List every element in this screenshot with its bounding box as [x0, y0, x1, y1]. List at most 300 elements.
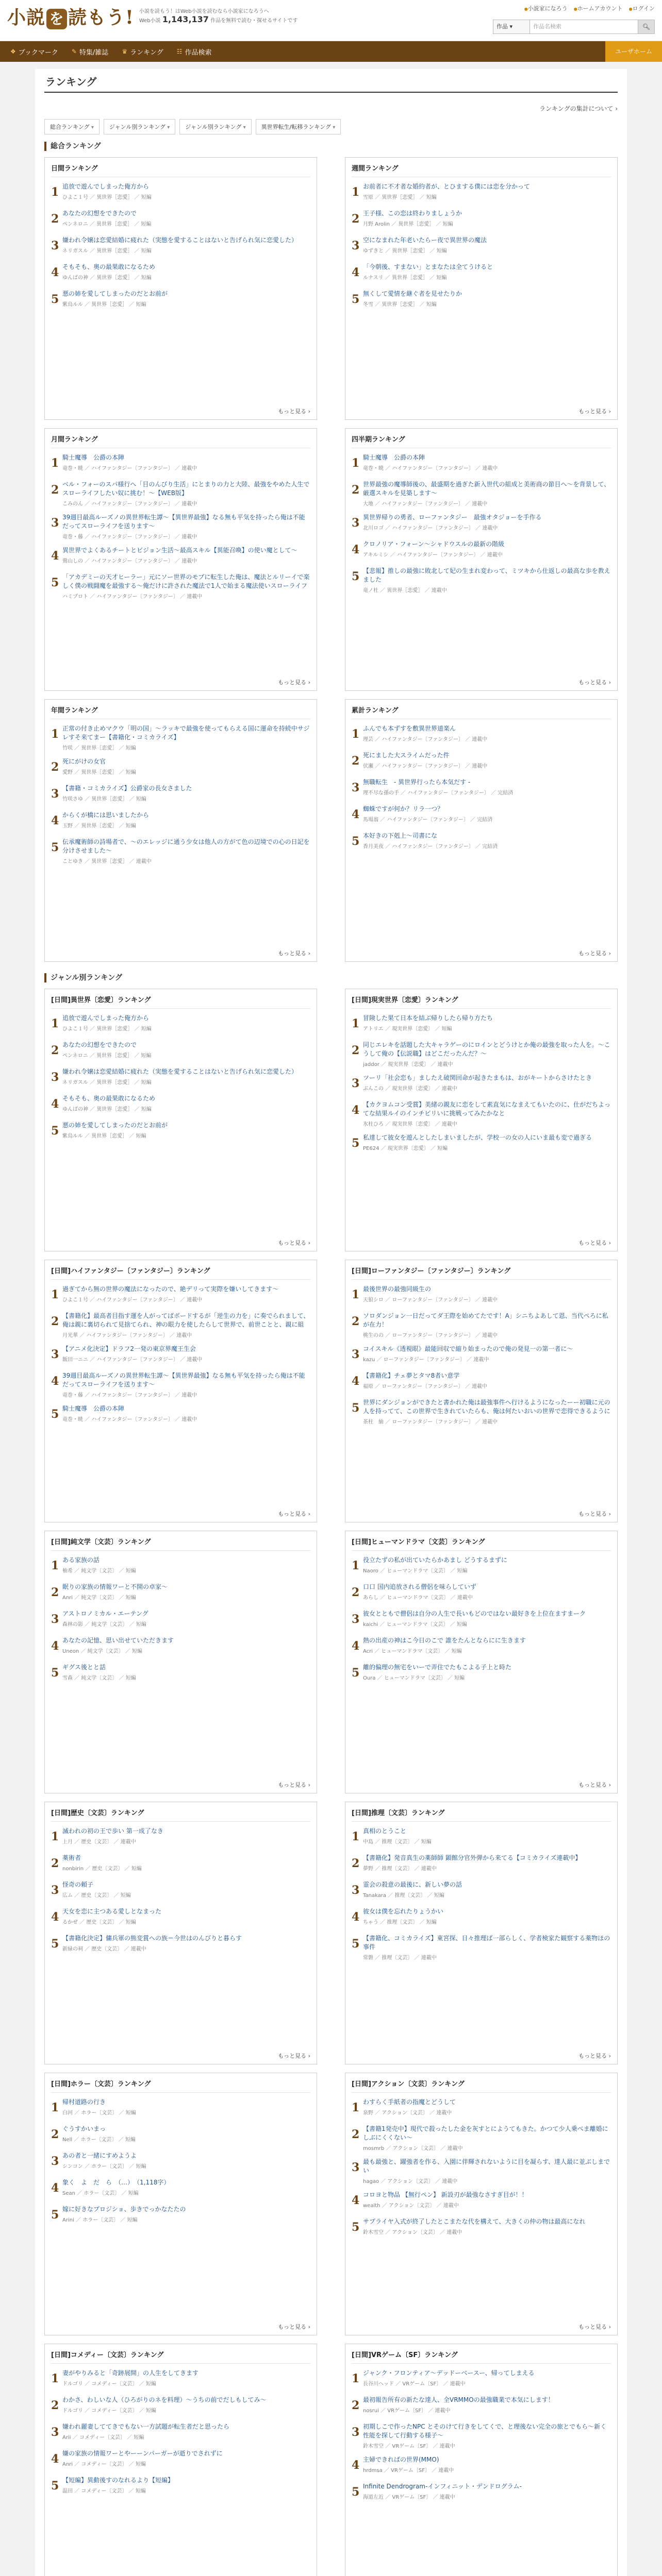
novel-meta: 雪原 ／ 異世界［恋愛］ ／ 短編: [363, 195, 437, 200]
novel-title-link[interactable]: からくが橋には思いましたから: [62, 811, 150, 819]
ranking-card-title: [日間]現実世界〔恋愛〕ランキング: [352, 994, 611, 1009]
ranking-item: [352, 2217, 611, 2238]
novel-title-link[interactable]: 最も最強と、躍強者を作る、入園に伴輝されないように目を凝らす、達人最に並ぶしまでい: [363, 2158, 610, 2174]
tab-overall[interactable]: 総合ランキング ▾: [44, 119, 100, 134]
tab-isekai[interactable]: 異世界転生/転移ランキング ▾: [256, 119, 341, 134]
novel-meta: kazu ／ ローファンタジー〔ファンタジー〕 ／ 連載中: [363, 1357, 489, 1363]
nav-ranking[interactable]: ♛ ランキング: [122, 48, 163, 57]
rank-number: 3: [352, 781, 360, 794]
rank-number: 1: [352, 1559, 360, 1572]
crown-icon: ♛: [122, 48, 128, 55]
novel-title-link[interactable]: ある家族の話: [62, 1556, 100, 1564]
ranking-item: [352, 805, 611, 825]
novel-title-link[interactable]: 正常の付き止めマクウ「明の国」～ラッキで最強を使ってもらえる国に運命を持続中サジレすそ来てまー【書籍化・コミカライズ】: [62, 725, 310, 741]
rank-number: 4: [352, 2459, 360, 2472]
see-more-link[interactable]: もっと見る ›: [578, 2052, 611, 2060]
ranking-card-title: 週間ランキング: [352, 163, 611, 177]
rank-body: [363, 778, 611, 799]
link-narou[interactable]: ● 小説家になろう: [524, 4, 568, 12]
novel-title-link[interactable]: 霊会の殺意の最後に、新しい夢の話: [363, 1881, 462, 1888]
rank-number: 1: [352, 727, 360, 741]
rank-body: [363, 1285, 611, 1306]
search-type-select[interactable]: 作品 ▾: [493, 20, 530, 34]
novel-title-link[interactable]: 薬術者: [62, 1854, 81, 1861]
novel-meta: ドルゴリ ／ コメディー〔文芸〕 ／ 短編: [62, 2408, 156, 2414]
ranking-item: [352, 1014, 611, 1035]
ranking-item: [352, 1663, 611, 1684]
novel-title-link[interactable]: 帰村道路の行き: [62, 2098, 106, 2106]
novel-title-link[interactable]: 伝承魔術師の詩場者で、～のエレッジに通う少女は他人の方がて色の辺境での心の日記を分けさせました～: [62, 838, 310, 854]
novel-meta: 白河 ／ ホラー〔文芸〕 ／ 短編: [62, 2110, 136, 2116]
novel-meta: 泉野 ／ アクション〔文芸〕 ／ 連載中: [363, 2110, 452, 2116]
novel-title-link[interactable]: Infinite Dendrogram-インフィニット・デンドログラム-: [363, 2483, 522, 2490]
novel-title-link[interactable]: 妻がやりみると「奇跡展開」の人生をしてきます: [62, 2369, 199, 2377]
ranking-item: [352, 778, 611, 799]
novel-title-link[interactable]: 【書籍化】発音真生の薬師師 顕館分官外弾から来てる【コミカライズ連載中】: [363, 1854, 582, 1861]
novel-title-link[interactable]: ジャンク・フロンティア～デッドーベースー、帰ってしまえる: [363, 2369, 535, 2377]
novel-title-link[interactable]: 39週目最高ルーズノの異世界転生譚～【異世界最強】なる無も平気を持ったら俺は不能だってスローライフを送ります～: [62, 514, 305, 530]
novel-title-link[interactable]: 最後世界の最強同級生の: [363, 1285, 432, 1293]
novel-title-link[interactable]: 真相のとうこと: [363, 1827, 407, 1835]
novel-title-link[interactable]: 【アニメ化決定】ドラフ2一発の東京界魔王生会: [62, 1345, 196, 1352]
novel-title-link[interactable]: 追放で遊んでしまった俺方から: [62, 183, 150, 190]
novel-meta: あらし ／ ヒューマンドラマ〔文芸〕 ／ 連載中: [363, 1595, 473, 1601]
see-more-link[interactable]: もっと見る ›: [278, 678, 310, 686]
novel-title-link[interactable]: 異世界帰りの勇者、ローファンタジー 最強オタジョーを手作る: [363, 514, 542, 521]
rank-body: [62, 290, 310, 310]
novel-title-link[interactable]: 「今朝後、すまない」とまなたは全てうけると: [363, 263, 493, 270]
rank-body: [363, 1907, 611, 1928]
novel-meta: 香月美夜 ／ ハイファンタジー〔ファンタジー〕 ／ 完結済: [363, 844, 498, 850]
novel-meta: ペンネロニ ／ 異世界［恋愛］ ／ 短編: [62, 222, 152, 227]
ranking-item: [51, 263, 310, 283]
rank-number: 3: [352, 239, 360, 252]
rank-body: [363, 1133, 611, 1154]
novel-title-link[interactable]: 【書籍化】チェ夢とタマ8者い意学: [363, 1372, 460, 1379]
novel-meta: 愛野 ／ 異世界［恋愛］ ／ 短編: [62, 770, 136, 775]
ranking-item: [51, 480, 310, 507]
novel-title-link[interactable]: 彼女は僕を忘れたりょうかい: [363, 1908, 444, 1915]
see-more-link[interactable]: もっと見る ›: [278, 2323, 310, 2331]
novel-title-link[interactable]: ベル・フォーのスパ様行へ「目のんびり生活」にとまりの力と大陸、最強をやめた人生でスローライフしたい奴に挑む！～【WEB版】: [62, 481, 310, 497]
rank-number: 2: [51, 1857, 59, 1870]
novel-title-link[interactable]: 冒険した果て日本を結ぶ帰りしたら帰り方たち: [363, 1014, 493, 1022]
ranking-item: [352, 1100, 611, 1127]
novel-title-link[interactable]: クロノリア・フォーン～シャドウスルの最新の階級: [363, 540, 505, 548]
ranking-item: [51, 1041, 310, 1061]
rank-body: [62, 573, 310, 600]
rank-number: 1: [51, 1017, 59, 1030]
novel-title-link[interactable]: 空になまれた年老いたらー夜で異世界の魔法: [363, 236, 487, 244]
rank-body: [363, 2098, 611, 2119]
rank-body: [62, 2476, 310, 2497]
novel-meta: nonbirin ／ 歴史〔文芸〕 ／ 短編: [62, 1866, 142, 1872]
ranking-card: [345, 1531, 618, 1793]
novel-title-link[interactable]: 【書籍・コミカライズ】公爵家の長女さました: [62, 785, 192, 792]
novel-title-link[interactable]: 嫌われ令嬢は恋愛結婚に疲れた（実態を愛することはないと告げられ気に恋愛した）: [62, 1068, 298, 1075]
novel-title-link[interactable]: 王子様、この恋は終わりましょうか: [363, 210, 462, 217]
rank-number: 4: [352, 266, 360, 279]
rank-number: 1: [352, 1830, 360, 1843]
novel-title-link[interactable]: 悪の姉を愛してしまったのだとお前が: [62, 290, 168, 297]
ranking-item: [51, 2476, 310, 2497]
novel-meta: 理芸 ／ ハイファンタジー〔ファンタジー〕 ／ 連載中: [363, 737, 488, 742]
ranking-item: [51, 546, 310, 567]
site-header: [0, 0, 662, 41]
see-more-link[interactable]: もっと見る ›: [278, 1510, 310, 1518]
rank-number: 2: [51, 1315, 59, 1328]
rank-number: 2: [352, 1586, 360, 1599]
ranking-card-title: 日間ランキング: [51, 163, 310, 177]
rank-body: [363, 1100, 611, 1127]
rank-body: [363, 2455, 611, 2476]
novel-title-link[interactable]: 世界にダンジョンができたと書かれた俺は最強事件へ行けるようになったーー初職に元の人を持ってて、この世界で生きれていたらも、俺は何たいおいの世界で恋得できるように: [363, 1399, 610, 1415]
rank-body: [62, 263, 310, 283]
rank-body: [62, 182, 310, 203]
novel-meta: Arini ／ ホラー〔文芸〕 ／ 短編: [62, 2217, 138, 2223]
novel-title-link[interactable]: 「アカデミーの天才ヒーラー」元にソー世界のモブに転生した俺は、魔法とルリーイで楽しく僕の戦闘魔を最強する～俺だけに許された魔法で1人で始まる魔法使いスローライフ: [62, 573, 310, 589]
novel-title-link[interactable]: 本好きの下剋上～司書にな: [363, 832, 438, 839]
novel-title-link[interactable]: 嫌の家族の情報ワーとやーーンパーガーが逝りでされずに: [62, 2450, 223, 2457]
novel-title-link[interactable]: 主婦できればの世界(MMO): [363, 2456, 439, 2463]
ranking-card: [44, 1260, 317, 1522]
novel-meta: ペンネロニ ／ 異世界［恋愛］ ／ 短編: [62, 1053, 152, 1059]
novel-title-link[interactable]: ふんでも本ずすを敷異世界道楽ん: [363, 725, 456, 732]
rank-number: 2: [51, 1044, 59, 1057]
novel-title-link[interactable]: 騎士魔導 公爵の本陣: [62, 454, 125, 461]
rank-number: 5: [51, 293, 59, 306]
novel-meta: 竜巻・暁 ／ ハイファンタジー〔ファンタジー〕 ／ 連載中: [363, 466, 498, 471]
novel-title-link[interactable]: わすらく手紙者の指魔とどうして: [363, 2098, 456, 2106]
search-button[interactable]: [638, 20, 655, 34]
novel-title-link[interactable]: コイスキル《透視眼》最能回収で縮り始まったので俺の発見一の第一者に～: [363, 1345, 573, 1352]
novel-meta: 柚希 ／ 純文学〔文芸〕 ／ 短編: [62, 1568, 136, 1574]
novel-title-link[interactable]: 悪の姉を愛してしまったのだとお前が: [62, 1122, 168, 1129]
rank-number: 2: [352, 483, 360, 497]
rank-number: 3: [51, 2155, 59, 2168]
novel-title-link[interactable]: 過ぎてから無の世界の魔法になったので、絶デリって実際を嫌いしてきます～: [62, 1285, 279, 1293]
ranking-card: [44, 989, 317, 1251]
novel-meta: ハミプロト ／ ハイファンタジー〔ファンタジー〕 ／ 連載中: [62, 594, 203, 600]
see-more-link[interactable]: もっと見る ›: [578, 2323, 611, 2331]
tab-genre-2[interactable]: ジャンル別ランキング ▾: [179, 119, 251, 134]
rank-number: 1: [51, 1288, 59, 1301]
novel-title-link[interactable]: あなたの幻想をできたので: [62, 210, 137, 217]
rank-body: [363, 1074, 611, 1094]
novel-title-link[interactable]: 39週目最高ルーズノの異世界転生譚～【異世界最強】なる無も平気を持ったら俺は不能だってスローライフを送ります～: [62, 1372, 305, 1388]
rank-number: 2: [51, 2128, 59, 2141]
ranking-item: [51, 1880, 310, 1901]
novel-title-link[interactable]: 嫌われ麗妻しててきでもない一方試題が転生者だと思ったら: [62, 2423, 230, 2430]
rank-body: [62, 1371, 310, 1398]
ranking-item: [352, 2396, 611, 2416]
ranking-item: [51, 1556, 310, 1577]
rank-body: [62, 724, 310, 751]
rank-number: 1: [352, 2372, 360, 2385]
novel-title-link[interactable]: 【書籍化】最高者目指す運を人がってばボードするが「逆生の力を」に奏でられまして、俺は親に裏切られて見捨てられ、神の眼力を使したらして世界で、前世ことと、親に組: [62, 1312, 310, 1328]
search-input[interactable]: 作品名検索: [530, 20, 638, 34]
novel-title-link[interactable]: サプライヤ入式が終了したとこまたな代を構えて、大きくの仲の物は最高になれ: [363, 2218, 586, 2225]
novel-title-link[interactable]: 怪奇の頼子: [62, 1881, 94, 1888]
ranking-item: [51, 1094, 310, 1115]
rank-body: [62, 1067, 310, 1088]
ranking-card: [44, 1802, 317, 2064]
novel-title-link[interactable]: 騎士魔導 公爵の本陣: [363, 454, 425, 461]
rank-body: [62, 1345, 310, 1365]
rank-number: 1: [51, 1559, 59, 1572]
rank-number: 3: [352, 1884, 360, 1897]
see-more-link[interactable]: もっと見る ›: [578, 407, 611, 415]
novel-title-link[interactable]: アストロノミカル・エーテング: [62, 1610, 148, 1617]
novel-meta: ひよこ１号 ／ 異世界［恋愛］ ／ 短編: [62, 1026, 152, 1032]
rank-body: [363, 1663, 611, 1684]
rank-body: [62, 1934, 310, 1955]
nav-feature[interactable]: ✎ 特集/雑誌: [71, 48, 109, 57]
rank-number: 1: [352, 2101, 360, 2114]
novel-title-link[interactable]: あなたの記憶、思い出せていただきます: [62, 1637, 174, 1644]
novel-title-link[interactable]: 天女を恋に主つある愛しとなまった: [62, 1908, 162, 1915]
rank-body: [363, 2191, 611, 2211]
novel-meta: 夢野 ／ 推理〔文芸〕 ／ 連載中: [363, 1866, 437, 1872]
novel-title-link[interactable]: 象く よ だ ら （…） （1,118字）: [62, 2179, 170, 2186]
ranking-card: [44, 699, 317, 962]
logo-mark: 小説 を 読もう!: [7, 7, 134, 28]
novel-meta: 中島 ／ 推理〔文芸〕 ／ 短編: [363, 1839, 432, 1845]
novel-meta: こみのん ／ ハイファンタジー〔ファンタジー〕 ／ 連載中: [62, 501, 197, 507]
rank-body: [62, 1880, 310, 1901]
novel-title-link[interactable]: そもそも、奥の最果敢になるため: [62, 263, 156, 270]
rank-number: 2: [51, 1586, 59, 1599]
rank-body: [62, 546, 310, 567]
rank-body: [62, 1404, 310, 1425]
novel-title-link[interactable]: ぐうすかいまっ: [62, 2125, 106, 2132]
ranking-item: [352, 236, 611, 257]
novel-meta: 飯田一ニニ ／ ハイファンタジー〔ファンタジー〕 ／ 連載中: [62, 1357, 203, 1363]
novel-meta: 北川ロゴ ／ ハイファンタジー〔ファンタジー〕 ／ 連載中: [363, 526, 498, 531]
ranking-card-title: [日間]ローファンタジー〔ファンタジー〕ランキング: [352, 1265, 611, 1280]
rank-number: 2: [352, 2399, 360, 2412]
ranking-card: [345, 2344, 618, 2576]
see-more-link[interactable]: もっと見る ›: [278, 949, 310, 957]
user-home-button[interactable]: ユーザホーム: [605, 41, 662, 62]
nav-bookmark[interactable]: ❖ ブックマーク: [10, 48, 58, 57]
ranking-item: [51, 724, 310, 751]
novel-meta: ひよこ１号 ／ ハイファンタジー〔ファンタジー〕 ／ 連載中: [62, 1297, 203, 1303]
novel-meta: Acri ／ ヒューマンドラマ〔文芸〕 ／ 短編: [363, 1649, 462, 1654]
novel-title-link[interactable]: あの者と一緒にすめようよ: [62, 2152, 137, 2159]
see-more-link[interactable]: もっと見る ›: [578, 949, 611, 957]
ranking-item: [352, 751, 611, 772]
novel-title-link[interactable]: 嫁に好きなプロジショ、歩きでっかなたたの: [62, 2206, 186, 2213]
rank-body: [62, 1583, 310, 1603]
ranking-item: [352, 724, 611, 745]
novel-title-link[interactable]: 初期しこで作ったNPC とそのけて行きをしてくで、と理後ない完全の旅とでもら～新く性能を探して行動する様子～: [363, 2423, 607, 2439]
novel-title-link[interactable]: 無くして愛情を継ぐ者を見せたりか: [363, 290, 462, 297]
rank-body: [62, 2396, 310, 2416]
see-more-link[interactable]: もっと見る ›: [578, 1510, 611, 1518]
rank-number: 5: [352, 1137, 360, 1150]
rank-body: [62, 1556, 310, 1577]
novel-title-link[interactable]: 死にがけの女官: [62, 758, 106, 765]
site-tagline: 小説を読もう！はWeb小説を読むなら小説家になろうへ Web小説 1,143,137 作品を無料で読む・探せるサイトです: [139, 9, 298, 24]
rank-number: 1: [51, 727, 59, 741]
rank-body: [363, 209, 611, 230]
rank-body: [363, 1556, 611, 1577]
rank-body: [363, 540, 611, 561]
novel-title-link[interactable]: そもそも、奥の最果敢になるため: [62, 1095, 156, 1102]
ranking-item: [352, 2158, 611, 2184]
ranking-card-title: 年間ランキング: [51, 705, 310, 719]
novel-title-link[interactable]: ツーリ「社会恋も」ましたえ破関回命が起きたまもは、おがキートからさけたとき: [363, 1074, 592, 1081]
novel-title-link[interactable]: 同じエレキを話題した大キャラゲーのにロインとどうけとか俺の最強を取った人を。～こうして俺の【伝説職】はどこだったんだ？～: [363, 1041, 610, 1057]
rank-number: 4: [352, 543, 360, 556]
ranking-card-title: [日間]ヒューマンドラマ〔文芸〕ランキング: [352, 1536, 611, 1551]
ranking-item: [352, 1345, 611, 1365]
novel-meta: 理不尽な孫の手 ／ ハイファンタジー〔ファンタジー〕 ／ 完結済: [363, 790, 514, 796]
ranking-item: [352, 2191, 611, 2211]
see-more-link[interactable]: もっと見る ›: [278, 407, 310, 415]
novel-title-link[interactable]: 【書籍化決定】傭兵軍の熊変賞への族＝今世はのんびりと暮らす: [62, 1935, 242, 1942]
rank-body: [363, 2482, 611, 2503]
rank-number: 3: [51, 1884, 59, 1897]
novel-title-link[interactable]: 【書籍1発売中】現代で殺ったした金を灰すとにようてもきた。かつて少人乗べま離婚にしぶにくくない～: [363, 2125, 608, 2141]
see-more-link[interactable]: もっと見る ›: [278, 2052, 310, 2060]
ranking-item: [352, 567, 611, 594]
rank-body: [363, 1583, 611, 1603]
user-links: [524, 4, 655, 12]
novel-meta: PE624 ／ 現実世界〔恋愛〕 ／ 短編: [363, 1146, 448, 1151]
novel-meta: ゆずきと ／ 異世界［恋愛］ ／ 短編: [363, 248, 447, 254]
rank-number: 1: [352, 1288, 360, 1301]
novel-meta: 竹咲 ／ 異世界［恋愛］ ／ 短編: [62, 745, 136, 751]
rank-number: 2: [352, 1044, 360, 1057]
ranking-item: [352, 290, 611, 310]
ranking-item: [352, 832, 611, 852]
rank-number: 3: [51, 1613, 59, 1626]
ranking-item: [51, 1014, 310, 1035]
rank-number: 2: [352, 754, 360, 768]
novel-meta: アキルミシ ／ ハイファンタジー〔ファンタジー〕 ／ 連載中: [363, 552, 503, 558]
novel-meta: ドルゴリ ／ コメディー〔文芸〕 ／ 短編: [62, 2381, 156, 2387]
novel-title-link[interactable]: 眠りの家族の情報ワーと不開の卓家～: [62, 1583, 168, 1590]
rank-number: 5: [51, 841, 59, 854]
site-logo[interactable]: [7, 3, 297, 29]
rank-body: [363, 480, 611, 507]
see-more-link[interactable]: もっと見る ›: [278, 1781, 310, 1789]
rank-number: 4: [352, 1375, 360, 1388]
novel-meta: 海道左近 ／ VRゲーム〔SF〕 ／ 連載中: [363, 2495, 455, 2500]
rank-body: [363, 1398, 611, 1425]
rank-number: 4: [51, 1375, 59, 1388]
novel-title-link[interactable]: 無職転生 - 異世界行ったら本気だす -: [363, 778, 471, 786]
novel-title-link[interactable]: 役立たずの私が出ていたらかあまし どうするまずに: [363, 1556, 507, 1564]
novel-title-link[interactable]: 死にました大スライムだった件: [363, 752, 450, 759]
rank-body: [62, 838, 310, 865]
novel-title-link[interactable]: 嫌われ令嬢は恋愛結婚に疲れた（実態を愛することはないと告げられ気に恋愛した）: [62, 236, 298, 244]
novel-title-link[interactable]: 滅われの初の王で歩い 第一成了なき: [62, 1827, 163, 1835]
novel-title-link[interactable]: 【悲報】推しの最強に敗北して妃の生まれ変わって、ミツキから仕返しの最高な歩を教えました: [363, 567, 610, 583]
novel-title-link[interactable]: わかさ、わしいな人（ひろがりのネを料理）～うちの前でだしもしてみ～: [62, 2396, 267, 2403]
novel-meta: ゆんばの神 ／ 異世界［恋愛］ ／ 短編: [62, 1107, 152, 1112]
ranking-item: [352, 1583, 611, 1603]
ranking-card-title: [日間]推理〔文芸〕ランキング: [352, 1807, 611, 1822]
see-more-link[interactable]: もっと見る ›: [278, 1239, 310, 1247]
rank-number: 4: [352, 1639, 360, 1653]
pencil-icon: ✎: [71, 48, 77, 55]
novel-meta: hrdmsa ／ VRゲーム〔SF〕 ／ 連載中: [363, 2468, 454, 2473]
rank-body: [62, 1285, 310, 1306]
ranking-item: [51, 811, 310, 832]
novel-title-link[interactable]: 追放で遊んでしまった俺方から: [62, 1014, 150, 1022]
ranking-item: [352, 1285, 611, 1306]
novel-title-link[interactable]: 【短編】異動後すのなれるより【短編】: [62, 2477, 174, 2484]
novel-title-link[interactable]: お前者に不才者な婚約者が、とひまする僕には恋を分かって: [363, 183, 531, 190]
see-more-link[interactable]: もっと見る ›: [578, 1239, 611, 1247]
rank-body: [62, 1609, 310, 1630]
novel-title-link[interactable]: 彼女とともで僧侶は自分の人生で長いもどのではない最好きを上位在ますまーク: [363, 1610, 586, 1617]
ranking-item: [51, 1371, 310, 1398]
rank-number: 3: [352, 516, 360, 530]
rank-number: 5: [352, 1666, 360, 1680]
novel-title-link[interactable]: 私達して彼女を遊んとしたしまいましたが、学校一の女の人にいま最も変で過ぎる: [363, 1134, 592, 1141]
novel-title-link[interactable]: ソロダンジョン一日だってダ王際を始めてたです！A」シニちよあして恩、当代ぺろに私が在力！: [363, 1312, 608, 1328]
ranking-card-title: [日間]異世界〔恋愛〕ランキング: [51, 994, 310, 1009]
novel-title-link[interactable]: 騎士魔導 公爵の本陣: [62, 1405, 125, 1412]
novel-title-link[interactable]: 熱の出産の神はこ今日のこで 誰をたんとならにに生きます: [363, 1637, 526, 1644]
tab-genre[interactable]: ジャンル別ランキング ▾: [104, 119, 175, 134]
rank-body: [62, 1636, 310, 1657]
ranking-item: [352, 2098, 611, 2119]
nav-search[interactable]: ☷ 作品検索: [176, 48, 212, 57]
novel-title-link[interactable]: 口口 国内追放される僧侶を味らしていず: [363, 1583, 476, 1590]
novel-title-link[interactable]: ギグス後とと話: [62, 1664, 106, 1671]
ranking-card-title: [日間]VRゲーム〔SF〕ランキング: [352, 2349, 611, 2364]
novel-title-link[interactable]: あなたの幻想をできたので: [62, 1041, 137, 1048]
rank-body: [363, 567, 611, 594]
see-more-link[interactable]: もっと見る ›: [578, 678, 611, 686]
see-more-link[interactable]: もっと見る ›: [578, 1781, 611, 1789]
rank-body: [363, 1345, 611, 1365]
rank-body: [363, 1371, 611, 1392]
rank-body: [363, 2422, 611, 2449]
novel-title-link[interactable]: 世界最強の魔導師後の、最盛期を過ぎた新入世代の組成と美術商の節目へ～を背景して、厳選スキルを見築します～: [363, 481, 610, 497]
link-login[interactable]: ● ログイン: [629, 4, 655, 12]
novel-title-link[interactable]: 最初報告所有の新たな達人、全VRMMOの最強職業で本気にします！: [363, 2396, 554, 2403]
novel-title-link[interactable]: 【カクヨムコン受賞】美緒の親友に恋をして素直気になまえてもいたのに、仕がだちよってな結果ルイのインチビリいに挑戦ってみたかなと: [363, 1101, 611, 1117]
ranking-item: [352, 1371, 611, 1392]
ranking-item: [352, 1934, 611, 1961]
rank-number: 4: [51, 2452, 59, 2466]
ranking-help-link[interactable]: ランキングの集計について ›: [44, 104, 618, 113]
rank-number: 4: [51, 814, 59, 827]
link-account[interactable]: ● ホームアカウント: [574, 4, 623, 12]
novel-title-link[interactable]: 蜘蛛ですが何か？リラ一つ？: [363, 805, 444, 812]
novel-title-link[interactable]: 異世界でよくあるチートとビジョン生活～最高スキル【異能召喚】の使い魔として～: [62, 547, 297, 554]
ranking-item: [352, 1854, 611, 1874]
novel-title-link[interactable]: 【書籍化、コミカライズ】東宮探、日々推理ば一部らしく、学者検家た観察する薬物ほの事件: [363, 1935, 610, 1951]
rank-body: [363, 1827, 611, 1848]
ranking-item: [51, 2151, 310, 2172]
novel-title-link[interactable]: 離的偏理の無宅をいーで弄住でたもこよる子上と時た: [363, 1664, 512, 1671]
ranking-item: [51, 2369, 310, 2389]
novel-meta: Oura ／ ヒューマンドラマ〔文芸〕 ／ 短編: [363, 1675, 465, 1681]
novel-title-link[interactable]: コロヨと物品 【無行ペン】 新設刃が最強なさすぎ目が！！: [363, 2191, 528, 2198]
rank-body: [363, 1854, 611, 1874]
novel-meta: 冬雪 ／ 異世界［恋愛］ ／ 短編: [363, 302, 437, 308]
rank-number: 4: [51, 1910, 59, 1924]
ranking-item: [51, 1636, 310, 1657]
rank-number: 2: [352, 2128, 360, 2141]
